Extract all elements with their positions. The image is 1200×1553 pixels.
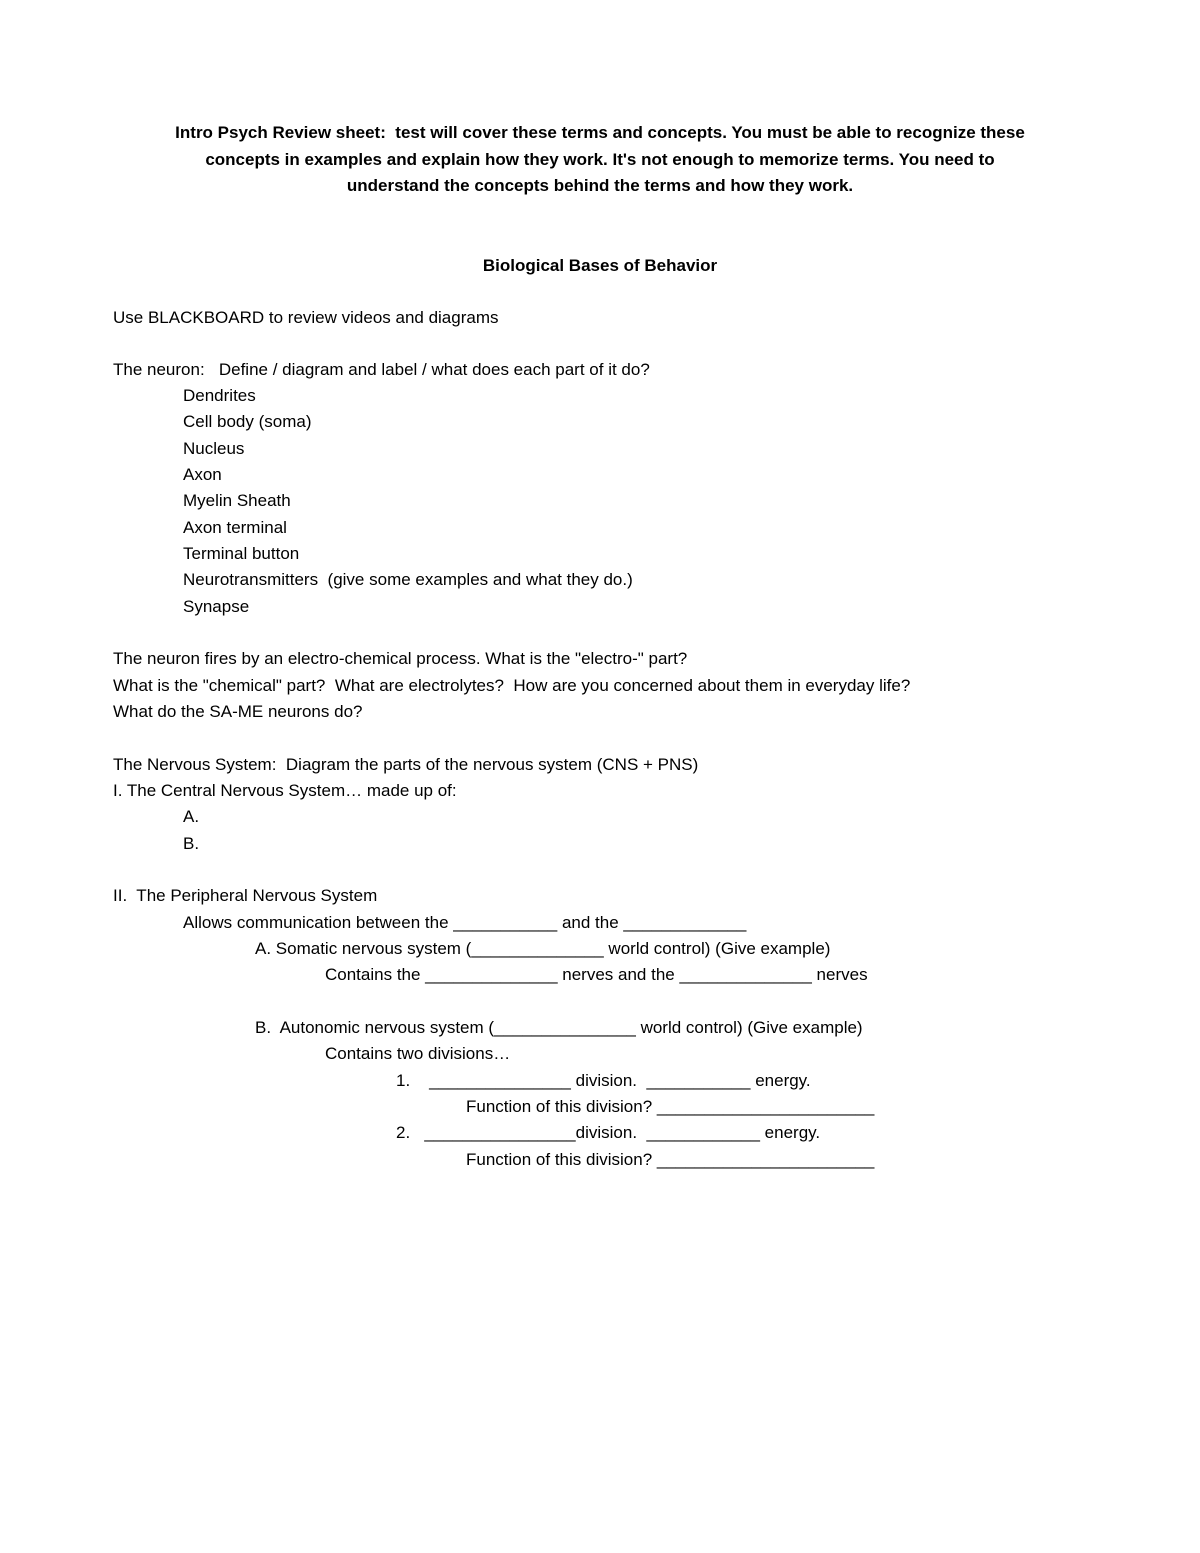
firing-line-2: What is the "chemical" part? What are electrolytes? How are you concerned about them in everyday life? [113, 676, 911, 695]
cns-item-a: A. [183, 807, 200, 826]
nervous-system-prompt: The Nervous System: Diagram the parts of the nervous system (CNS + PNS) [113, 755, 699, 774]
pns-communication: Allows communication between the ___________ and the _____________ [183, 913, 747, 932]
neuron-part: Cell body (soma) [183, 412, 312, 431]
cns-item-b: B. [183, 834, 200, 853]
division-1-function: Function of this division? _______________________ [466, 1097, 875, 1116]
header-line-1: Intro Psych Review sheet: test will cover these terms and concepts. You must be able to recognize these [175, 123, 1025, 142]
neuron-prompt: The neuron: Define / diagram and label / what does each part of it do? [113, 360, 650, 379]
somatic-line: A. Somatic nervous system (______________ world control) (Give example) [255, 939, 831, 958]
firing-line-1: The neuron fires by an electro-chemical process. What is the "electro-" part? [113, 649, 688, 668]
section-title: Biological Bases of Behavior [482, 256, 718, 275]
header-line-2: concepts in examples and explain how they work. It's not enough to memorize terms. You need to [205, 150, 995, 169]
neuron-part: Axon [183, 465, 222, 484]
firing-line-3: What do the SA-ME neurons do? [113, 702, 363, 721]
header-line-3: understand the concepts behind the terms and how they work. [346, 176, 854, 195]
neuron-part: Synapse [183, 597, 250, 616]
division-1: 1. _______________ division. ___________ energy. [396, 1071, 811, 1090]
somatic-contains: Contains the ______________ nerves and the ______________ nerves [325, 965, 868, 984]
neuron-part: Axon terminal [183, 518, 287, 537]
intro-text: Use BLACKBOARD to review videos and diagrams [113, 308, 499, 327]
neuron-part: Nucleus [183, 439, 245, 458]
neuron-part: Terminal button [183, 544, 300, 563]
neuron-part: Dendrites [183, 386, 256, 405]
pns-heading: II. The Peripheral Nervous System [113, 886, 378, 905]
neuron-part: Neurotransmitters (give some examples and what they do.) [183, 570, 633, 589]
division-2-function: Function of this division? _______________________ [466, 1150, 875, 1169]
division-2: 2. ________________division. ____________ energy. [396, 1123, 821, 1142]
autonomic-line: B. Autonomic nervous system (_______________ world control) (Give example) [255, 1018, 863, 1037]
cns-heading: I. The Central Nervous System… made up of: [113, 781, 457, 800]
autonomic-contains: Contains two divisions… [325, 1044, 511, 1063]
neuron-part: Myelin Sheath [183, 491, 291, 510]
